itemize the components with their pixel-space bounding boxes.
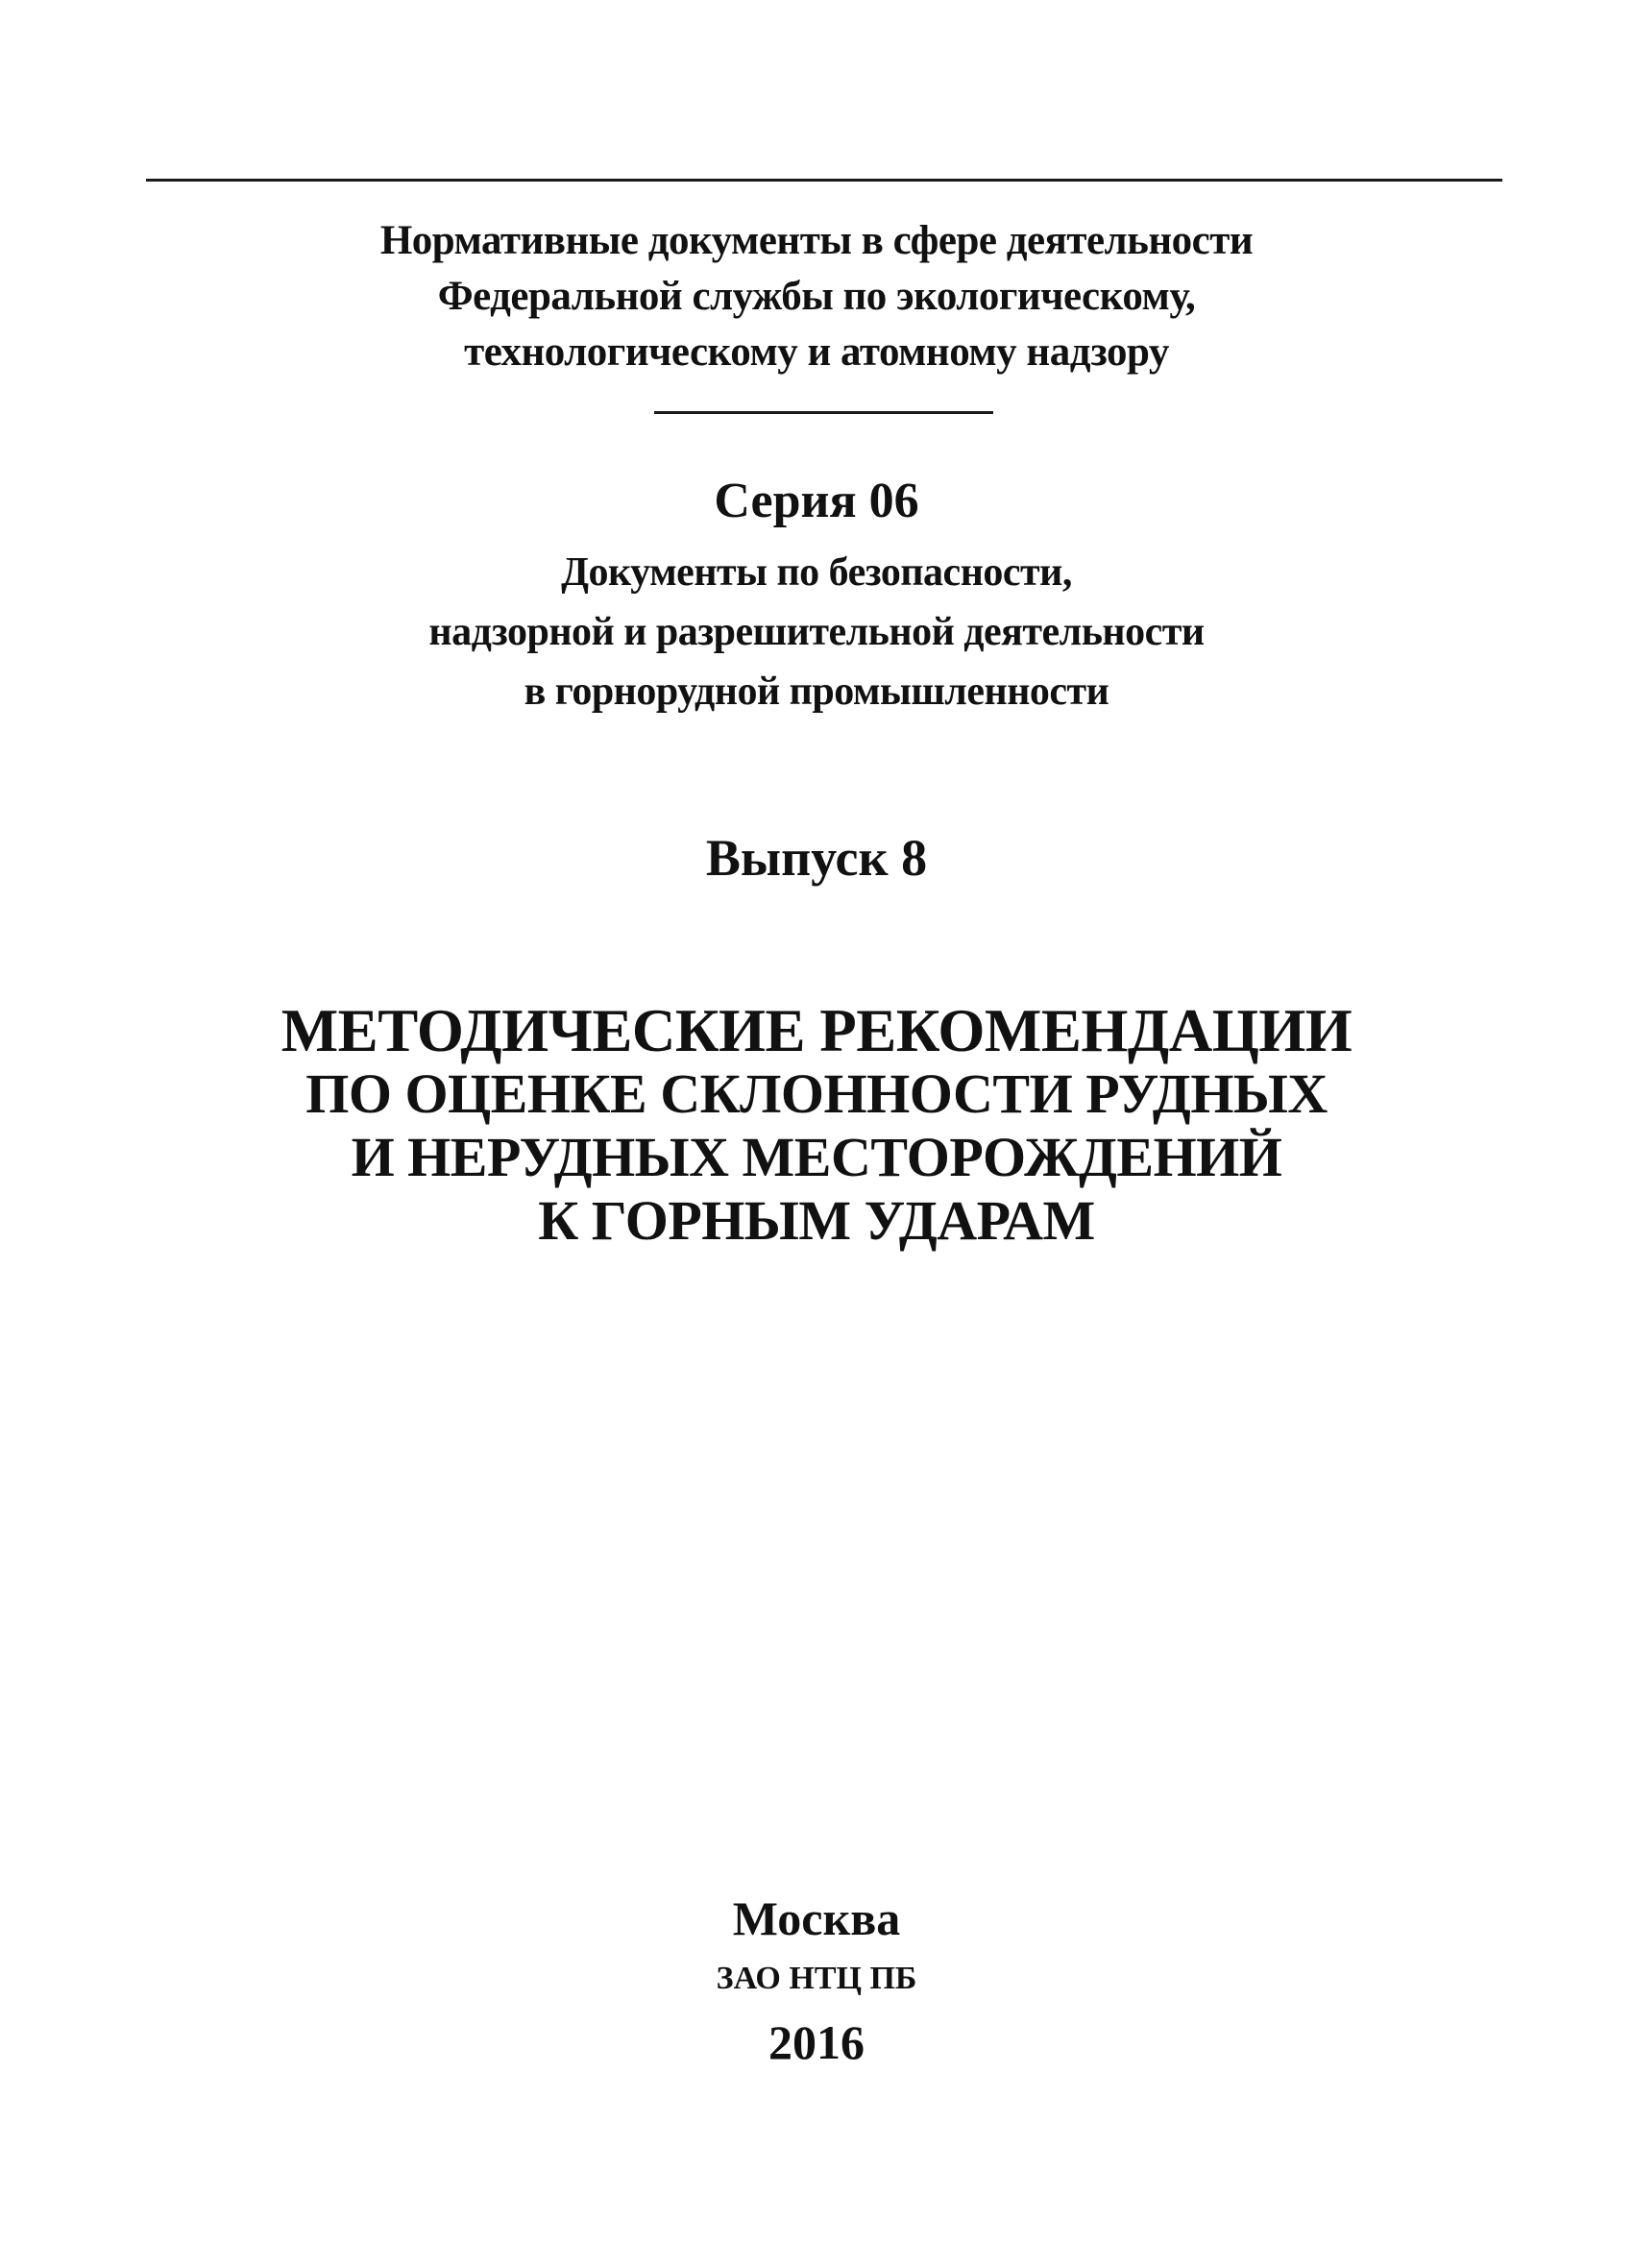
series-description-line: надзорной и разрешительной деятельности: [428, 610, 1205, 654]
document-title-line: И НЕРУДНЫХ МЕСТОРОЖДЕНИЙ: [351, 1126, 1282, 1188]
publication-header: [0, 213, 1633, 380]
top-divider: [146, 179, 1502, 182]
header-line: Федеральной службы по экологическому,: [437, 274, 1196, 319]
series-description: [0, 543, 1633, 721]
series-description-line: в горнорудной промышленности: [524, 670, 1109, 714]
imprint-publisher: ЗАО НТЦ ПБ: [716, 1961, 917, 1996]
header-line: Нормативные документы в сфере деятельности: [379, 218, 1254, 263]
document-title-line: ПО ОЦЕНКЕ СКЛОННОСТИ РУДНЫХ: [305, 1062, 1328, 1125]
imprint-year: 2016: [768, 2015, 865, 2069]
imprint-city: Москва: [732, 1891, 901, 1945]
document-title-line: К ГОРНЫМ УДАРАМ: [538, 1189, 1095, 1252]
document-title: [0, 999, 1633, 1253]
header-line: технологическому и атомному надзору: [464, 329, 1169, 375]
series-description-line: Документы по безопасности,: [561, 550, 1072, 595]
header-divider: [654, 411, 993, 414]
issue-number: Выпуск 8: [705, 829, 928, 887]
document-title-line: МЕТОДИЧЕСКИЕ РЕКОМЕНДАЦИИ: [280, 997, 1353, 1064]
series-title: Серия 06: [714, 474, 919, 528]
